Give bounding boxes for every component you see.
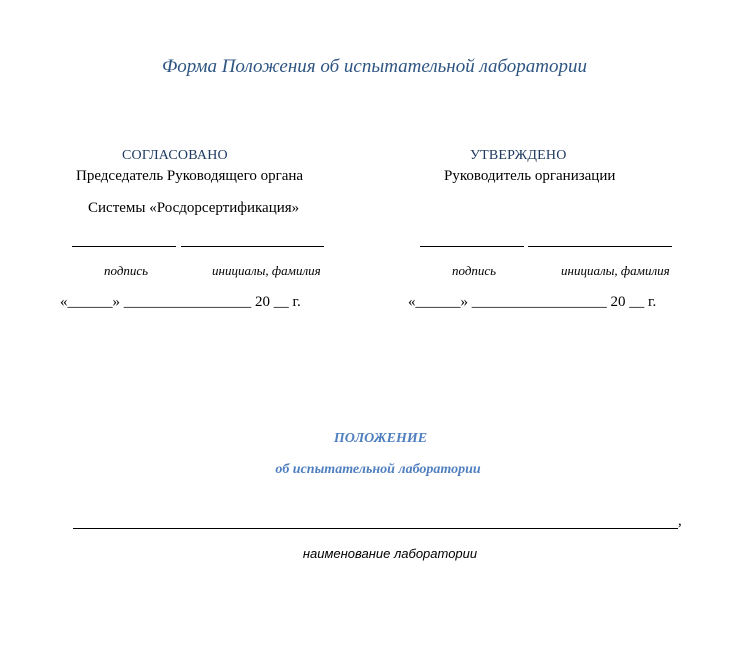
agreed-name-line — [181, 246, 324, 247]
approved-name-caption: инициалы, фамилия — [561, 263, 670, 278]
agreed-signature-caption: подпись — [104, 263, 149, 278]
approved-name-line — [528, 246, 672, 247]
regulation-heading: ПОЛОЖЕНИЕ — [333, 431, 428, 446]
laboratory-name-line — [73, 528, 678, 529]
agreed-position: Председатель Руководящего органа — [76, 168, 304, 184]
document-title: Форма Положения об испытательной лаборатории — [161, 56, 587, 77]
laboratory-name-caption: наименование лаборатории — [302, 546, 478, 561]
agreed-heading: СОГЛАСОВАНО — [122, 148, 228, 163]
approved-position: Руководитель организации — [444, 168, 616, 184]
agreed-signature-line — [72, 246, 176, 247]
approved-signature-line — [420, 246, 524, 247]
approved-heading: УТВЕРЖДЕНО — [470, 148, 567, 163]
approved-signature-caption: подпись — [452, 263, 497, 278]
agreed-organization: Системы «Росдорсертификация» — [88, 200, 300, 216]
approved-date-line: «______» __________________ 20 __ г. — [408, 294, 657, 310]
agreed-name-caption: инициалы, фамилия — [212, 263, 321, 278]
laboratory-name-comma: , — [678, 513, 682, 529]
regulation-subtitle: об испытательной лаборатории — [275, 462, 481, 477]
agreed-date-line: «______» _________________ 20 __ г. — [60, 294, 301, 310]
